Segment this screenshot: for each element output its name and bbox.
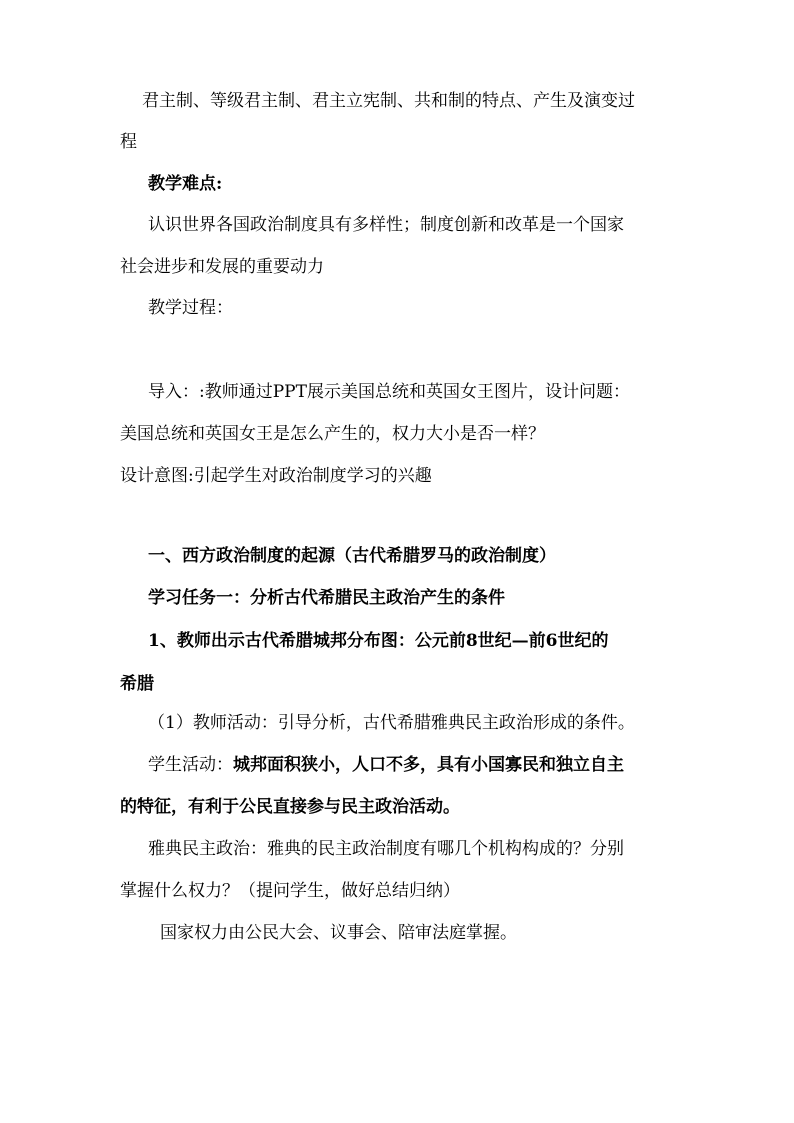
task-1-heading: 学习任务一：分析古代希腊民主政治产生的条件 <box>148 588 505 608</box>
difficulty-line-2: 社会进步和发展的重要动力 <box>120 257 324 277</box>
student-activity-label: 学生活动： <box>148 755 233 775</box>
difficulty-heading: 教学难点: <box>148 174 223 194</box>
item-1-line-2: 希腊 <box>120 674 154 694</box>
intro-line-2: 美国总统和英国女王是怎么产生的，权力大小是否一样？ <box>120 424 545 444</box>
student-activity-line-2: 的特征，有利于公民直接参与民主政治活动。 <box>120 797 460 817</box>
athens-democracy-line-1: 雅典民主政治：雅典的民主政治制度有哪几个机构构成的？分别 <box>148 839 624 859</box>
teacher-activity: （1）教师活动：引导分析，古代希腊雅典民主政治形成的条件。 <box>148 713 635 733</box>
national-power: 国家权力由公民大会、议事会、陪审法庭掌握。 <box>160 923 517 943</box>
student-activity-text: 城邦面积狭小，人口不多，具有小国寡民和独立自主 <box>233 755 624 775</box>
student-activity-line-1 <box>148 757 624 774</box>
intro-line-1: 导入：:教师通过PPT展示美国总统和英国女王图片，设计问题： <box>148 382 630 402</box>
design-intent: 设计意图:引起学生对政治制度学习的兴趣 <box>120 466 432 486</box>
process-heading: 教学过程： <box>148 298 233 318</box>
item-1-line-1: 1、教师出示古代希腊城邦分布图：公元前8世纪—前6世纪的 <box>148 631 609 651</box>
athens-democracy-line-2: 掌握什么权力？（提问学生，做好总结归纳） <box>120 881 460 901</box>
section-1-heading: 一、西方政治制度的起源（古代希腊罗马的政治制度） <box>148 546 556 566</box>
key-points-line-2: 程 <box>120 132 137 152</box>
difficulty-line-1: 认识世界各国政治制度具有多样性；制度创新和改革是一个国家 <box>148 215 624 235</box>
key-points-line-1: 君主制、等级君主制、君主立宪制、共和制的特点、产生及演变过 <box>142 91 635 111</box>
